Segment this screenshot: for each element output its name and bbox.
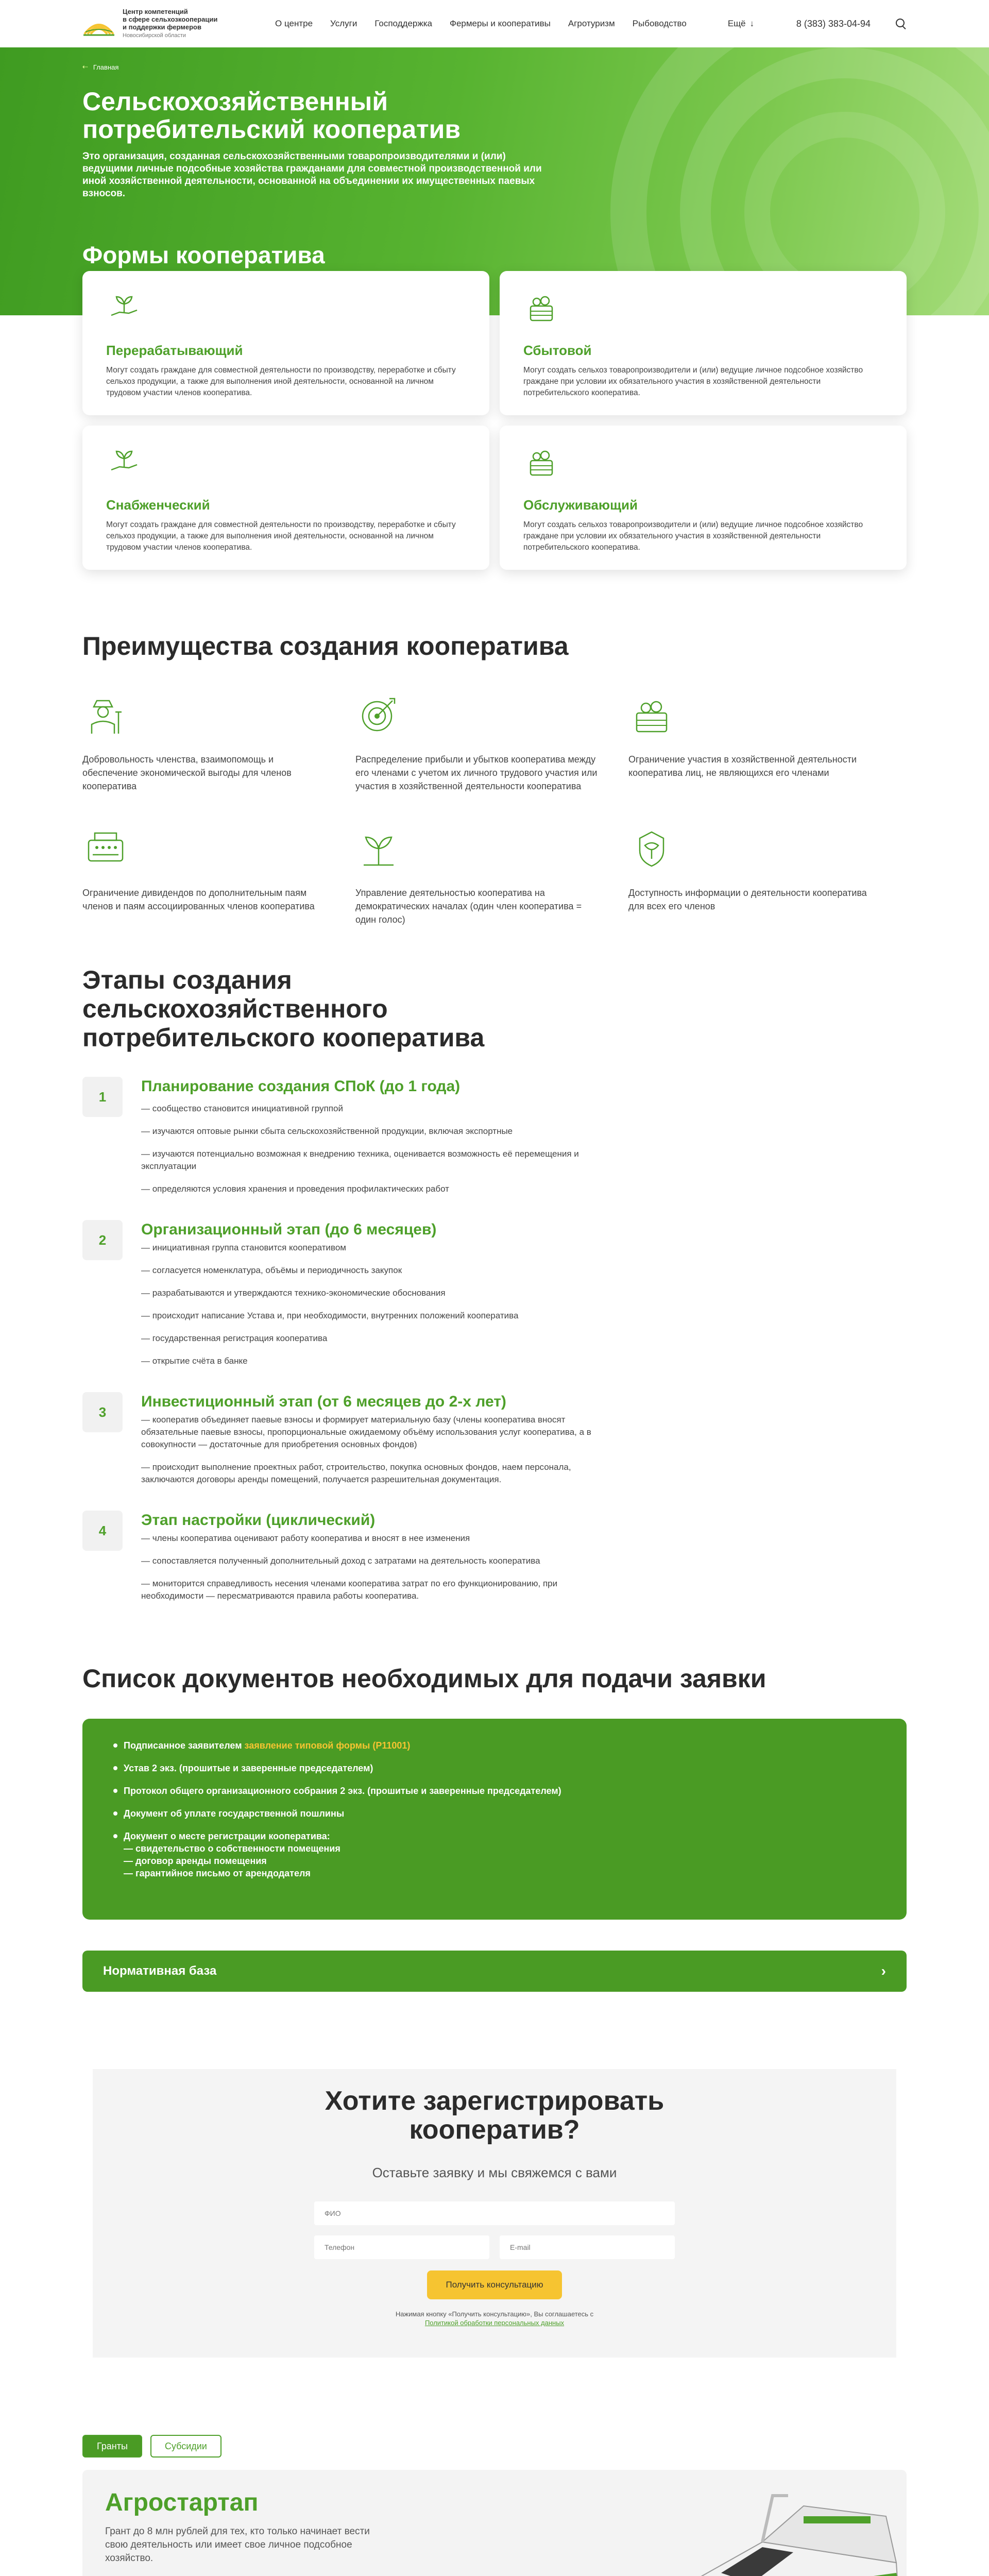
nav-item-state-support[interactable]: Господдержка: [374, 19, 433, 28]
breadcrumb: [82, 47, 907, 71]
registration-form-section: [93, 2069, 896, 2358]
sprout-hand-icon: [106, 444, 142, 480]
advantage-text: Доступность информации о деятельности кооператива для всех его членов: [628, 888, 867, 911]
doc-item: [113, 1830, 876, 1879]
tab-subsidies[interactable]: Субсидии: [150, 2435, 221, 2458]
tab-grants[interactable]: Гранты: [82, 2435, 142, 2458]
stage-number: 2: [82, 1220, 123, 1260]
advantage-item: [82, 825, 355, 926]
phone-input[interactable]: [314, 2235, 489, 2259]
stage-point: — инициативная группа становится кооперативом: [141, 1243, 346, 1252]
consent-text: [386, 2310, 603, 2327]
form-card-text: Могут создать граждане для совместной деятельности по производству, переработке и сбыту сельхоз продукции, а также для выполнения иной деятельности, основанной на личном трудовом участии членов кооператива.: [106, 520, 456, 552]
advantage-text: Распределение прибыли и убытков кооператива между его членами с учетом их личного трудового участия или участия в хозяйственной деятельности кооператива: [355, 754, 598, 791]
forms-cards: [82, 271, 907, 570]
bullet: [113, 1789, 117, 1793]
logo-subtitle: Новосибирской области: [123, 32, 186, 39]
stage-title: Этап настройки (циклический): [141, 1512, 376, 1529]
privacy-policy-link[interactable]: Политикой обработки персональных данных: [424, 2319, 565, 2327]
form-card-title: Снабженческий: [106, 497, 210, 513]
doc-subitem: — договор аренды помещения: [124, 1856, 267, 1866]
contact-row: [314, 2235, 675, 2259]
register-subtitle: Оставьте заявку и мы свяжемся с вами: [372, 2165, 617, 2180]
nav-item-farmers[interactable]: Фермеры и кооперативы: [450, 19, 551, 28]
basket-icon: [523, 290, 559, 326]
combine-harvester-image: [494, 2485, 907, 2576]
chevron-down-icon: ↓: [749, 19, 755, 28]
form-card: [500, 426, 907, 570]
stage-body: [141, 1392, 594, 1486]
form-card-title: Перерабатывающий: [106, 343, 243, 358]
bullet: [113, 1834, 117, 1838]
stage-number: 1: [82, 1077, 123, 1117]
doc-text: Документ о месте регистрации кооператива:: [124, 1831, 330, 1841]
logo[interactable]: [82, 8, 247, 40]
page-lead: Это организация, созданная сельскохозяйственными товаропроизводителями и (или) ведущими личные подсобные хозяйства гражданами для совместной производственной или иной хозяйственной деятельности, основанной на объединении их имущественных паевых взносов.: [82, 151, 542, 199]
advantage-text: Добровольность членства, взаимопомощь и обеспечение экономической выгоды для членов кооператива: [82, 754, 292, 791]
doc-item: [113, 1739, 876, 1752]
nav-item-fish[interactable]: Рыбоводство: [632, 19, 687, 28]
stage-number: 4: [82, 1511, 123, 1551]
site-header: [0, 0, 989, 47]
stage-body: [141, 1077, 594, 1195]
stage-point: — определяются условия хранения и проведения профилактических работ: [141, 1184, 449, 1194]
normative-base-label: Нормативная база: [103, 1964, 217, 1978]
chevron-right-icon: ›: [881, 1963, 886, 1979]
stages-title: Этапы создания сельскохозяйственного потребительского кооператива: [82, 965, 485, 1052]
stage-title: Инвестиционный этап (от 6 месяцев до 2-х лет): [141, 1393, 506, 1410]
forms-title: Формы кооператива: [82, 242, 325, 268]
page-title: Сельскохозяйственный потребительский кооператив: [82, 87, 461, 144]
doc-item: [113, 1807, 876, 1820]
get-consultation-button[interactable]: Получить консультацию: [427, 2270, 561, 2299]
nav-item-agrotourism[interactable]: Агротуризм: [568, 19, 615, 28]
more-label: Ещё: [727, 19, 746, 28]
sprout-hand-icon: [106, 290, 142, 326]
advantage-item: [355, 691, 628, 793]
grant-card[interactable]: [82, 2470, 907, 2576]
doc-text: Протокол общего организационного собрания 2 экз. (прошитые и заверенные председателем): [124, 1786, 561, 1796]
docs-title: Список документов необходимых для подачи заявки: [82, 1664, 766, 1693]
farmer-icon: [82, 691, 129, 738]
stage-item: [82, 1392, 907, 1486]
email-input[interactable]: [500, 2235, 675, 2259]
logo-line: в сфере сельхозкооперации: [123, 15, 218, 23]
advantage-text: Ограничение участия в хозяйственной деятельности кооператива лиц, не являющихся его членами: [628, 754, 857, 778]
grant-tabs: [82, 2435, 907, 2458]
more-menu[interactable]: [728, 19, 754, 29]
register-form: [314, 2201, 675, 2327]
cash-register-icon: [82, 825, 129, 871]
doc-subitem: — гарантийное письмо от арендодателя: [124, 1868, 311, 1878]
arrow-left-icon[interactable]: ⇠: [82, 63, 88, 71]
advantage-text: Управление деятельностью кооператива на демократических началах (один член кооператива = один голос): [355, 888, 582, 925]
stage-item: [82, 1077, 907, 1195]
form-card: [82, 426, 489, 570]
logo-line: и поддержки фермеров: [123, 23, 201, 31]
stage-item: [82, 1220, 907, 1367]
main-nav: [275, 19, 687, 29]
stage-title: Организационный этап (до 6 месяцев): [141, 1221, 437, 1238]
doc-item: [113, 1762, 876, 1774]
nav-item-about[interactable]: О центре: [275, 19, 313, 28]
logo-line: Центр компетенций: [123, 8, 188, 15]
bullet: [113, 1811, 117, 1816]
advantage-text: Ограничение дивидендов по дополнительным паям членов и паям ассоциированных членов кооператива: [82, 888, 315, 911]
doc-item: [113, 1785, 876, 1797]
fio-input[interactable]: [314, 2201, 675, 2225]
docs-list: [82, 1719, 907, 1920]
nav-item-services[interactable]: Услуги: [330, 19, 357, 28]
form-card-text: Могут создать граждане для совместной деятельности по производству, переработке и сбыту сельхоз продукции, а также для выполнения иной деятельности, основанной на личном трудовом участии членов кооператива.: [106, 366, 456, 397]
stage-point: — кооператив объединяет паевые взносы и формирует материальную базу (члены кооператива вносят обязательные паевые взносы, пропорциональные ожидаемому объёму использования услуг кооператива, а в совокупности — достаточные для приобретения основных фондов): [141, 1415, 591, 1449]
stage-point: — изучаются потенциально возможная к внедрению техника, оценивается возможность её перемещения и эксплуатации: [141, 1149, 579, 1171]
breadcrumb-home[interactable]: Главная: [93, 63, 119, 71]
advantage-item: [628, 691, 901, 793]
form-card-text: Могут создать сельхоз товаропроизводители и (или) ведущие личное подсобное хозяйство граждане при условии их обязательного участия в хозяйственной деятельности потребительского кооператива.: [523, 366, 863, 397]
stage-point: — согласуется номенклатура, объёмы и периодичность закупок: [141, 1265, 402, 1275]
advantages-title: Преимущества создания кооператива: [82, 632, 569, 660]
stage-point: — государственная регистрация кооператива: [141, 1333, 328, 1343]
bullet: [113, 1766, 117, 1770]
stage-point: — члены кооператива оценивают работу кооператива и вносят в нее изменения: [141, 1533, 470, 1543]
sun-logo-icon: [82, 11, 115, 36]
stage-point: — происходит написание Устава и, при необходимости, внутренних положений кооператива: [141, 1311, 519, 1320]
advantage-item: [355, 825, 628, 926]
stage-body: [141, 1511, 594, 1602]
register-title: Хотите зарегистрировать кооператив?: [325, 2086, 664, 2145]
stage-point: — изучаются оптовые рынки сбыта сельскохозяйственной продукции, включая экспортные: [141, 1126, 513, 1136]
doc-text: Подписанное заявителем: [124, 1740, 245, 1751]
stage-point: — происходит выполнение проектных работ, строительство, покупка основных фондов, наем персонала, заключаются договоры аренды помещений, получается разрешительная документация.: [141, 1462, 571, 1484]
form-card-title: Обслуживающий: [523, 497, 638, 513]
basket-icon: [523, 444, 559, 480]
form-card: [500, 271, 907, 415]
normative-base-accordion[interactable]: [82, 1951, 907, 1992]
stage-point: — сообщество становится инициативной группой: [141, 1104, 343, 1113]
stage-point: — разрабатываются и утверждаются технико-экономические обоснования: [141, 1288, 446, 1298]
stage-number: 3: [82, 1392, 123, 1432]
stage-point: — сопоставляется полученный дополнительный доход с затратами на деятельность кооператива: [141, 1556, 540, 1566]
grant-text: Грант до 8 млн рублей для тех, кто только начинает вести свою деятельность или имеет свое личное подсобное хозяйство.: [105, 2526, 370, 2564]
target-icon: [355, 691, 402, 738]
sprout-icon: [355, 825, 402, 871]
header-phone[interactable]: 8 (383) 383-04-94: [796, 18, 871, 29]
grant-title: Агростартап: [105, 2489, 259, 2516]
stage-body: [141, 1220, 594, 1367]
advantage-item: [628, 825, 901, 926]
advantages-grid: [82, 691, 907, 926]
application-form-link[interactable]: заявление типовой формы (Р11001): [244, 1740, 411, 1751]
search-icon[interactable]: [895, 18, 907, 29]
emblem-icon: [628, 825, 675, 871]
logo-text: [123, 8, 217, 40]
bullet: [113, 1743, 117, 1748]
form-card-title: Сбытовой: [523, 343, 592, 358]
advantage-item: [82, 691, 355, 793]
doc-text: Документ об уплате государственной пошлины: [124, 1808, 345, 1819]
doc-text: Устав 2 экз. (прошитые и заверенные председателем): [124, 1763, 373, 1773]
stage-point: — открытие счёта в банке: [141, 1356, 248, 1366]
form-card: [82, 271, 489, 415]
stage-title: Планирование создания СПоК (до 1 года): [141, 1078, 461, 1095]
stage-item: [82, 1511, 907, 1602]
form-card-text: Могут создать сельхоз товаропроизводители и (или) ведущие личное подсобное хозяйство граждане при условии их обязательного участия в хозяйственной деятельности потребительского кооператива.: [523, 520, 863, 552]
crate-icon: [628, 691, 675, 738]
doc-subitem: — свидетельство о собственности помещения: [124, 1843, 340, 1854]
consent-prefix: Нажимая кнопку «Получить консультацию», Вы соглашаетесь с: [395, 2310, 594, 2318]
stage-point: — мониторится справедливость несения членами кооператива затрат по его функционированию, при необходимости — пересматриваются правила работы кооператива.: [141, 1579, 558, 1601]
